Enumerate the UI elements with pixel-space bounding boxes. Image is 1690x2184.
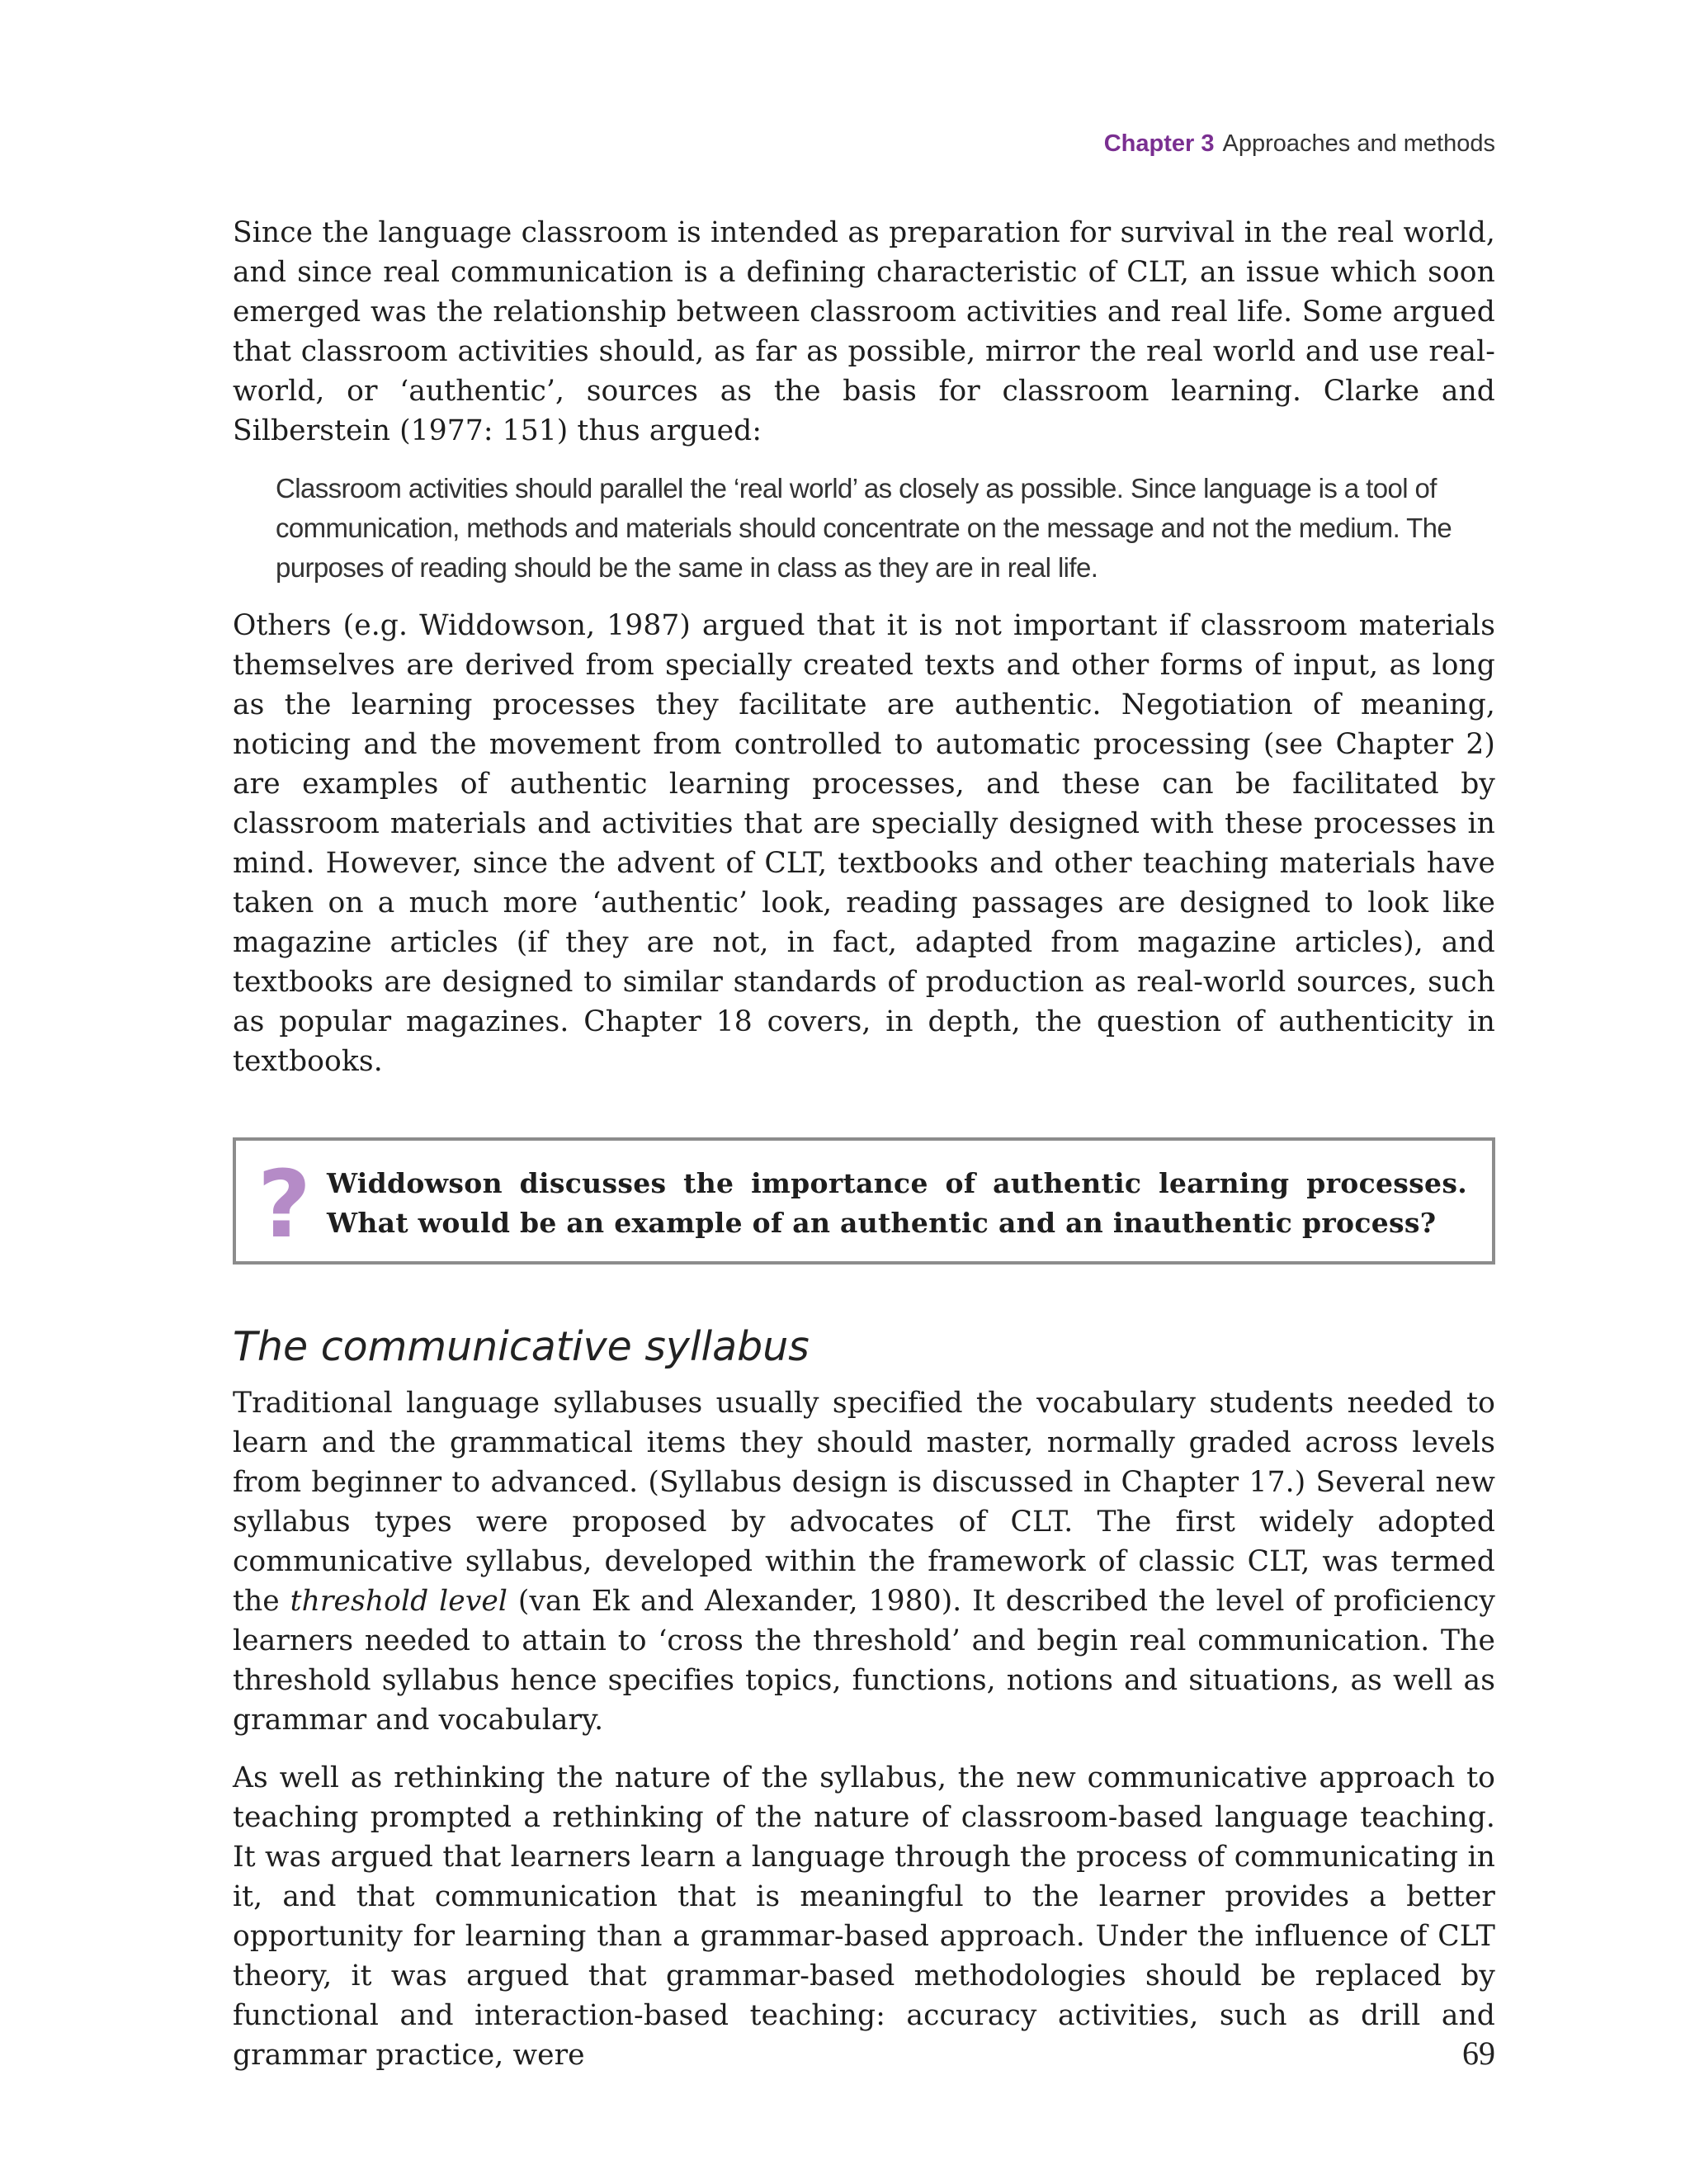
running-head	[1104, 130, 1495, 158]
running-head-chapter: Chapter 3	[1103, 130, 1215, 157]
running-head-title: Approaches and methods	[1222, 130, 1495, 157]
question-box	[233, 1137, 1495, 1265]
paragraph-4: As well as rethinking the nature of the syllabus, the new communicative approach to teaching prompted a rethinking of the nature of classroom-based language teaching. It was argued that learners learn a language through the process of communicating in it, and that communication that is meaningful to the learner provides a better opportunity for learning than a grammar-based approach. Under the influence of CLT theory, it was argued that grammar-based methodologies should be replaced by functional and interaction-based teaching: accuracy activities, such as drill and grammar practice, were	[233, 1761, 1495, 2072]
section-heading: The communicative syllabus	[233, 1323, 810, 1370]
paragraph-2: Others (e.g. Widdowson, 1987) argued that it is not important if classroom materials themselves are derived from specially created texts and other forms of input, as long as the learning processes they facilitate are authentic. Negotiation of meaning, noticing and the movement from controlled to automatic processing (see Chapter 2) are examples of authentic learning processes, and these can be facilitated by classroom materials and activities that are specially designed with these processes in mind. However, since the advent of CLT, textbooks and other teaching materials have taken on a much more ‘authentic’ look, reading passages are designed to look like magazine articles (if they are not, in fact, adapted from magazine articles), and textbooks are designed to similar standards of production as real-world sources, such as popular magazines. Chapter 18 covers, in depth, the question of authenticity in textbooks.	[233, 609, 1495, 1078]
paragraph-3-text-b: (van Ek and Alexander, 1980). It described the level of proficiency learners needed to attain to ‘cross the threshold’ and begin real communication. The threshold syllabus hence specifies topics, functions, notions and situations, as well as grammar and vocabulary.	[233, 1585, 1495, 1737]
paragraph-1: Since the language classroom is intended as preparation for survival in the real world, and since real communication is a defining characteristic of CLT, an issue which soon emerged was the relationship between classroom activities and real life. Some argued that classroom activities should, as far as possible, mirror the real world and use real-world, or ‘authentic’, sources as the basis for classroom learning. Clarke and Silberstein (1977: 151) thus argued:	[233, 216, 1495, 447]
paragraph-3-italic-term: threshold level	[290, 1585, 508, 1618]
paragraph-3	[233, 1383, 1495, 1740]
question-mark-icon: ?	[257, 1151, 311, 1259]
main-text	[233, 213, 1495, 2093]
question-text: Widdowson discusses the importance of authentic learning processes. What would be an example of an authentic and an inauthentic process?	[327, 1167, 1467, 1239]
paragraph-3-text-a: Traditional language syllabuses usually specified the vocabulary students needed to learn and the grammatical items they should master, normally graded across levels from beginner to advanced. (Syllabus design is discussed in Chapter 17.) Several new syllabus types were proposed by advocates of CLT. The first widely adopted communicative syllabus, developed within the framework of classic CLT, was termed the	[233, 1387, 1495, 1618]
page-number: 69	[1462, 2035, 1495, 2072]
block-quote: Classroom activities should parallel the ‘real world’ as closely as possible. Since language is a tool of communication, methods and materials should concentrate on the message and not the medium. The purposes of reading should be the same in class as they are in real life.	[276, 473, 1452, 583]
